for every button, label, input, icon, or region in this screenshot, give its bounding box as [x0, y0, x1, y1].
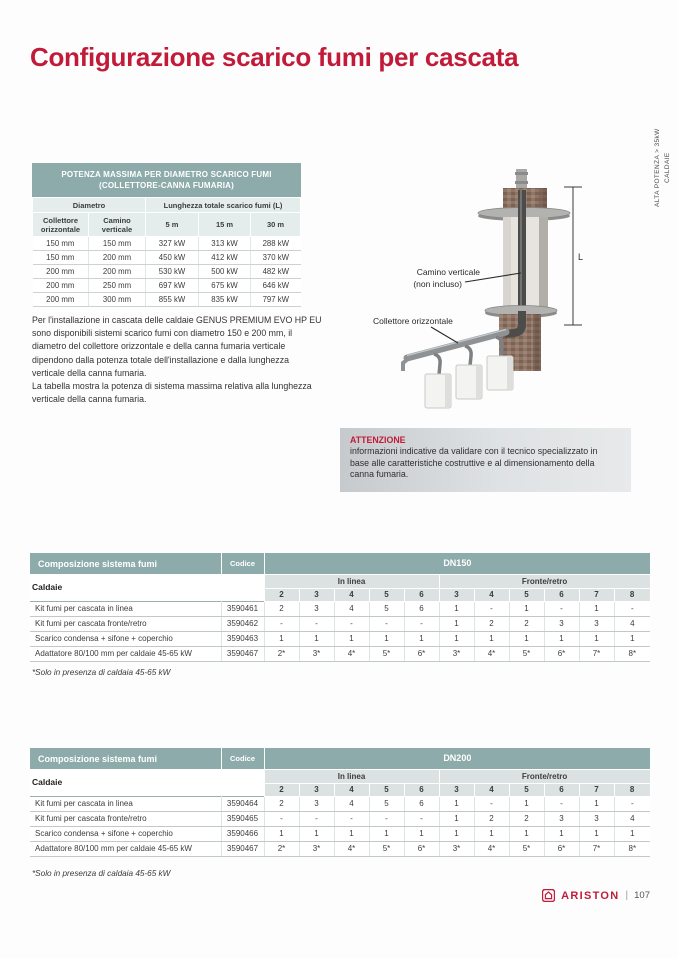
- fume-count-row: 2 3 4 5 6 3 4 5 6 7 8: [30, 588, 650, 601]
- fume-system-table-dn150: [30, 553, 651, 662]
- boiler-connector: [465, 346, 471, 366]
- intro-text-2: La tabella mostra la potenza di sistema massima relativa alla lunghezza verticale della canna fumaria.: [32, 381, 312, 405]
- fume-band-row: [30, 574, 650, 588]
- table-row: Kit fumi per cascata in linea 3590464 2 3 4 5 6 1 - 1 - 1 -: [30, 796, 650, 811]
- intro-text-1: Per l'installazione in cascata delle caldaie GENUS PREMIUM EVO HP EU sono disponibili sistemi scarico fumi con diametro 150 e 200 mm, il diametro del collettore orizzontale e della canna fumaria verticale dipendono dalla potenza totale dell'installazione e dalla lunghezza verticale della canna fumaria.: [32, 315, 322, 378]
- frontretro-header: Fronte/retro: [439, 574, 650, 588]
- dn-header: DN150: [264, 553, 650, 574]
- table-row: 200 mm 200 mm 530 kW 500 kW 482 kW: [33, 265, 301, 279]
- table-row: 150 mm 200 mm 450 kW 412 kW 370 kW: [33, 251, 301, 265]
- page-footer: [542, 889, 650, 902]
- table-row: Kit fumi per cascata fronte/retro 3590462 - - - - - 1 2 2 3 3 4: [30, 616, 650, 631]
- power-col-header-row: [33, 213, 301, 237]
- footer-divider: |: [625, 890, 629, 901]
- composition-header: Composizione sistema fumi: [30, 553, 221, 574]
- side-tag-line2: ALTA POTENZA > 35kW: [654, 128, 661, 207]
- table-row: 200 mm 250 mm 697 kW 675 kW 646 kW: [33, 279, 301, 293]
- length-header: Lunghezza totale scarico fumi (L): [146, 198, 301, 213]
- col-header: Camino verticale: [89, 213, 146, 237]
- dn-header: DN200: [264, 748, 650, 769]
- inline-header: In linea: [264, 769, 439, 783]
- col-header: 30 m: [251, 213, 301, 237]
- max-power-table-title: [32, 163, 301, 197]
- power-title-line1: POTENZA MASSIMA PER DIAMETRO SCARICO FUMI: [61, 170, 272, 179]
- camino-verticale-label: Camino verticale: [416, 267, 480, 277]
- power-group-header-row: [33, 198, 301, 213]
- col-header: 5 m: [146, 213, 199, 237]
- cascade-flue-illustration: [335, 156, 645, 428]
- table-row: Adattatore 80/100 mm per caldaie 45-65 kW 3590467 2* 3* 4* 5* 6* 3* 4* 5* 6* 7* 8*: [30, 646, 650, 661]
- inline-header: In linea: [264, 574, 439, 588]
- page-number: 107: [634, 890, 650, 901]
- dimension-label: L: [578, 252, 584, 262]
- fume-header-row: [30, 553, 650, 574]
- horizontal-collector-pipe: [407, 332, 506, 358]
- attention-title: ATTENZIONE: [350, 435, 406, 445]
- caldaie-label: Caldaie: [30, 574, 264, 601]
- fume-count-row: 2 3 4 5 6 3 4 5 6 7 8: [30, 783, 650, 796]
- col-header: 15 m: [199, 213, 251, 237]
- side-tag-line1: CALDAIE: [664, 152, 671, 183]
- max-power-table: [32, 163, 301, 307]
- power-title-line2: (COLLETTORE-CANNA FUMARIA): [99, 181, 234, 190]
- col-header: Collettore orizzontale: [33, 213, 89, 237]
- fume-header-row: [30, 748, 650, 769]
- table-row: Kit fumi per cascata fronte/retro 3590465 - - - - - 1 2 2 3 3 4: [30, 811, 650, 826]
- ariston-logo-icon: [542, 889, 555, 902]
- table-row: Scarico condensa + sifone + coperchio 3590463 1 1 1 1 1 1 1 1 1 1 1: [30, 631, 650, 646]
- fume-band-row: [30, 769, 650, 783]
- frontretro-header: Fronte/retro: [439, 769, 650, 783]
- boiler-connector: [434, 354, 440, 375]
- attention-box: [340, 428, 631, 492]
- code-header: Codice: [221, 553, 264, 574]
- footnote-dn150: *Solo in presenza di caldaia 45-65 kW: [32, 668, 171, 677]
- table-row: Kit fumi per cascata in linea 3590461 2 3 4 5 6 1 - 1 - 1 -: [30, 601, 650, 616]
- table-row: Adattatore 80/100 mm per caldaie 45-65 kW 3590467 2* 3* 4* 5* 6* 3* 4* 5* 6* 7* 8*: [30, 841, 650, 856]
- code-header: Codice: [221, 748, 264, 769]
- table-row: Scarico condensa + sifone + coperchio 3590466 1 1 1 1 1 1 1 1 1 1 1: [30, 826, 650, 841]
- intro-paragraph: [32, 314, 324, 406]
- caldaie-label: Caldaie: [30, 769, 264, 796]
- collettore-label: Collettore orizzontale: [373, 316, 453, 326]
- fume-system-table-dn200: [30, 748, 651, 857]
- composition-header: Composizione sistema fumi: [30, 748, 221, 769]
- camino-verticale-sublabel: (non incluso): [413, 279, 462, 289]
- table-row: 150 mm 150 mm 327 kW 313 kW 288 kW: [33, 237, 301, 251]
- footnote-dn200: *Solo in presenza di caldaia 45-65 kW: [32, 869, 171, 878]
- brand-name: ARISTON: [561, 889, 620, 902]
- side-category-tag: [653, 100, 673, 235]
- diametro-header: Diametro: [33, 198, 146, 213]
- page-title: Configurazione scarico fumi per cascata: [30, 42, 519, 72]
- attention-text: informazioni indicative da validare con il tecnico specializzato in base alle caratteristiche costruttive e al dimensionamento della canna fumaria.: [350, 446, 598, 479]
- collettore-leader-line: [431, 327, 458, 343]
- shaft-left-wall: [503, 217, 511, 309]
- table-row: 200 mm 300 mm 855 kW 835 kW 797 kW: [33, 293, 301, 307]
